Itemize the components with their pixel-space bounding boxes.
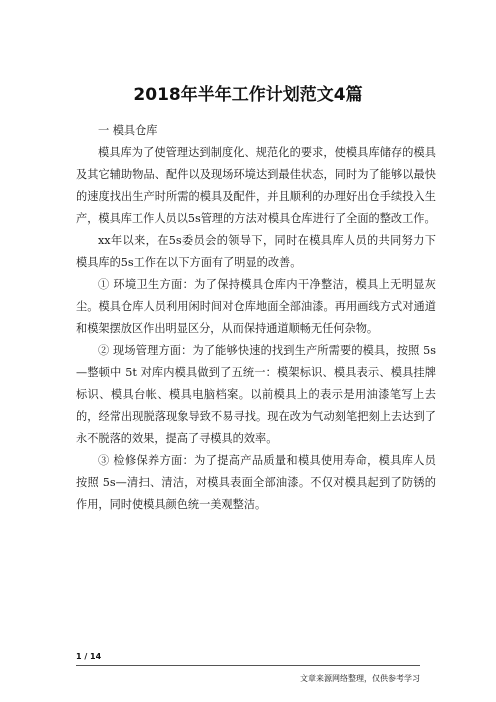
page-number: 1 / 14 — [76, 652, 102, 661]
document-title: 2018年半年工作计划范文4篇 — [133, 85, 363, 105]
paragraph: xx年以来，在5s委员会的领导下，同时在模具库人员的共同努力下模具库的5s工作在以下方面有了明显的改善。 — [76, 234, 436, 269]
section-heading: 一 模具仓库 — [98, 124, 158, 137]
paragraph: ① 环境卫生方面：为了保持模具仓库内干净整洁，模具上无明显灰尘。模具仓库人员利用闲时间对仓库地面全部油漆。再用画线方式对通道和模架摆放区作出明显区分，从而保持通道顺畅无任何杂物。 — [76, 278, 436, 335]
paragraph: ② 现场管理方面：为了能够快速的找到生产所需要的模具，按照 5s—整顿中 5t 对库内模具做到了五统一：模架标识、模具表示、模具挂牌标识、模具台帐、模具电脑档案。以前模具上的表示是用油漆笔写上去的，经常出现脱落现象导致不易寻找。现在改为气动刻笔把刻上去达到了永不脱落的效果，提高了寻模具的效率。 — [76, 344, 436, 445]
paragraph: ③ 检修保养方面：为了提高产品质量和模具使用寿命，模具库人员按照 5s—清扫、清洁，对模具表面全部油漆。不仅对模具起到了防锈的作用，同时使模具颜色统一美观整洁。 — [76, 454, 436, 511]
document-body — [76, 120, 436, 516]
footer-divider — [76, 665, 420, 666]
footer-source-note: 文章来源网络整理，仅供参考学习 — [300, 674, 420, 683]
paragraph: 模具库为了使管理达到制度化、规范化的要求，使模具库储存的模具及其它辅助物品、配件以及现场环境达到最佳状态，同时为了能够以最快的速度找出生产时所需的模具及配件，并且顺利的办理好出仓手续投入生产，模具库工作人员以5s管理的方法对模具仓库进行了全面的整改工作。 — [76, 146, 436, 225]
